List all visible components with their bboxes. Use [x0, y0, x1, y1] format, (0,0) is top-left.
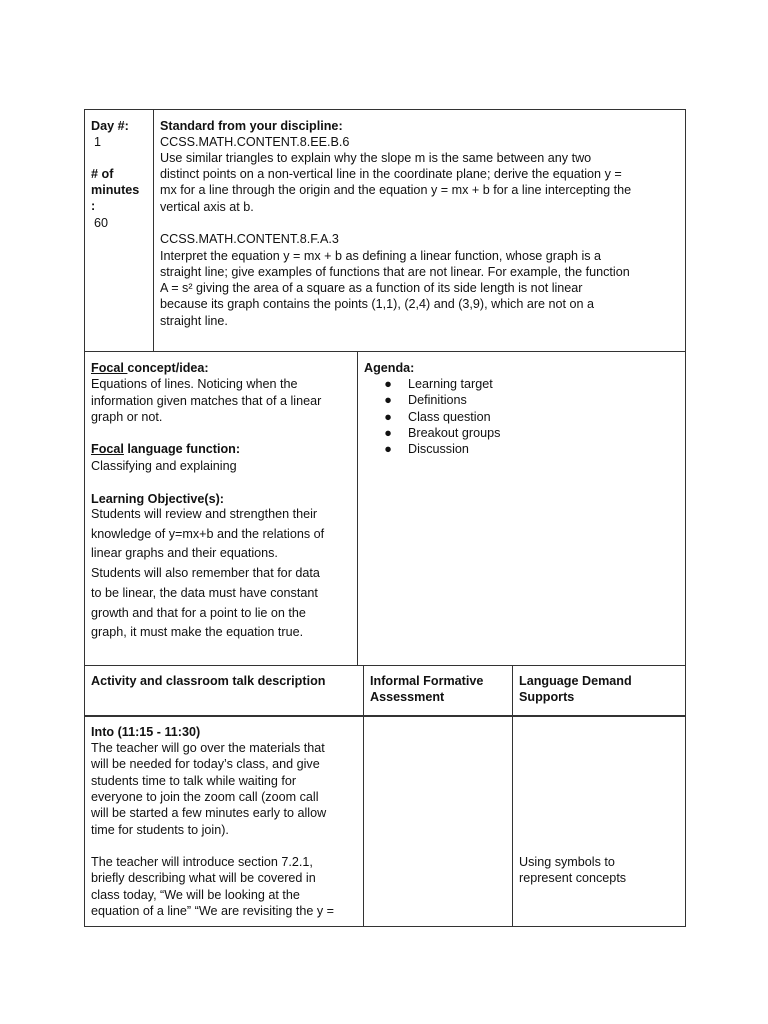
- objective-line: Students will also remember that for data: [91, 566, 320, 581]
- learning-objective-heading: Learning Objective(s):: [91, 492, 224, 506]
- agenda-item-label: Definitions: [408, 393, 467, 408]
- agenda-item: [382, 392, 500, 408]
- standard2-line: straight line.: [160, 314, 228, 328]
- minutes-label-line2: minutes: [91, 183, 140, 197]
- activity-col-divider-1: [363, 665, 364, 927]
- focal-concept-heading-rest: concept/idea:: [127, 361, 209, 375]
- into-para2-line: equation of a line” “We are revisiting the y =: [91, 904, 335, 918]
- into-para1-line: time for students to join).: [91, 823, 229, 837]
- language-support-line: Using symbols to: [519, 855, 615, 869]
- focal-language-heading-underlined: Focal: [91, 442, 124, 456]
- standard2-code: CCSS.MATH.CONTENT.8.F.A.3: [160, 232, 339, 246]
- agenda-item: [382, 441, 500, 457]
- focal-language-heading-rest: language function:: [123, 442, 241, 456]
- into-para1-line: students time to talk while waiting for: [91, 774, 297, 788]
- activity-col1-header: Activity and classroom talk description: [91, 674, 326, 688]
- into-heading: Into (11:15 - 11:30): [91, 725, 201, 739]
- focal-language-text: Classifying and explaining: [91, 459, 237, 473]
- standard1-line: Use similar triangles to explain why the slope m is the same between any two: [160, 151, 592, 165]
- into-para1-line: will be started a few minutes early to allow: [91, 806, 327, 820]
- focal-language-heading: [91, 441, 240, 457]
- focal-table-divider: [357, 351, 358, 666]
- standard2-line: because its graph contains the points (1,1), (2,4) and (3,9), which are not on a: [160, 297, 595, 311]
- objective-line: Students will review and strengthen their: [91, 507, 318, 521]
- standard1-line: distinct points on a non-vertical line in the coordinate plane; derive the equation y =: [160, 167, 622, 181]
- bullet-icon: ●: [384, 377, 392, 391]
- focal-concept-line: Equations of lines. Noticing when the: [91, 377, 298, 391]
- activity-col3-header-line2: Supports: [519, 690, 575, 704]
- activity-col2-header-line1: Informal Formative: [370, 674, 484, 688]
- standard2-line: straight line; give examples of functions that are not linear. For example, the function: [160, 265, 630, 279]
- agenda-item-label: Breakout groups: [408, 425, 501, 440]
- standard1-code: CCSS.MATH.CONTENT.8.EE.B.6: [160, 135, 350, 149]
- bullet-icon: ●: [384, 442, 392, 457]
- agenda-item: [382, 409, 500, 425]
- activity-col2-header-line2: Assessment: [370, 690, 445, 704]
- agenda-item: [382, 425, 500, 441]
- activity-col-divider-2: [512, 665, 513, 927]
- agenda-item-label: Learning target: [408, 377, 493, 391]
- day-value: 1: [94, 135, 102, 149]
- activity-col3-header-line1: Language Demand: [519, 674, 632, 688]
- bullet-icon: ●: [384, 393, 392, 408]
- into-para2-line: class today, “We will be looking at the: [91, 888, 300, 902]
- into-para1-line: everyone to join the zoom call (zoom call: [91, 790, 319, 804]
- standard-heading: Standard from your discipline:: [160, 119, 343, 133]
- standard1-line: vertical axis at b.: [160, 200, 254, 214]
- agenda-item-label: Class question: [408, 409, 491, 424]
- day-label: Day #:: [91, 119, 129, 133]
- objective-line: linear graphs and their equations.: [91, 546, 278, 561]
- into-para1-line: The teacher will go over the materials that: [91, 741, 325, 755]
- standard2-line: Interpret the equation y = mx + b as defining a linear function, whose graph is a: [160, 249, 602, 263]
- minutes-value: 60: [94, 216, 109, 230]
- agenda-list: [382, 376, 500, 457]
- standard-table-divider: [153, 109, 154, 352]
- minutes-label-line1: # of: [91, 167, 114, 181]
- bullet-icon: ●: [384, 425, 392, 440]
- objective-line: graph, it must make the equation true.: [91, 625, 304, 640]
- into-para2-line: briefly describing what will be covered in: [91, 871, 316, 885]
- minutes-label-line3: :: [91, 199, 96, 213]
- objective-line: growth and that for a point to lie on the: [91, 605, 306, 620]
- activity-header-rule: [84, 715, 686, 717]
- objective-line: knowledge of y=mx+b and the relations of: [91, 526, 325, 541]
- agenda-item: [382, 376, 500, 392]
- focal-concept-heading-underlined: Focal: [91, 361, 128, 375]
- objective-line: to be linear, the data must have constant: [91, 585, 318, 600]
- focal-concept-line: information given matches that of a linear: [91, 394, 322, 408]
- agenda-item-label: Discussion: [408, 442, 469, 457]
- into-para2-line: The teacher will introduce section 7.2.1,: [91, 855, 313, 869]
- standard2-line: A = s² giving the area of a square as a function of its side length is not linear: [160, 281, 583, 295]
- bullet-icon: ●: [384, 409, 392, 424]
- focal-concept-heading: [91, 360, 209, 376]
- language-support-line: represent concepts: [519, 871, 627, 885]
- learning-objective-text: [91, 505, 353, 643]
- focal-concept-line: graph or not.: [91, 410, 163, 424]
- standard1-line: mx for a line through the origin and the equation y = mx + b for a line intercepting the: [160, 183, 632, 197]
- agenda-heading: Agenda:: [364, 361, 415, 375]
- into-para1-line: will be needed for today’s class, and give: [91, 757, 320, 771]
